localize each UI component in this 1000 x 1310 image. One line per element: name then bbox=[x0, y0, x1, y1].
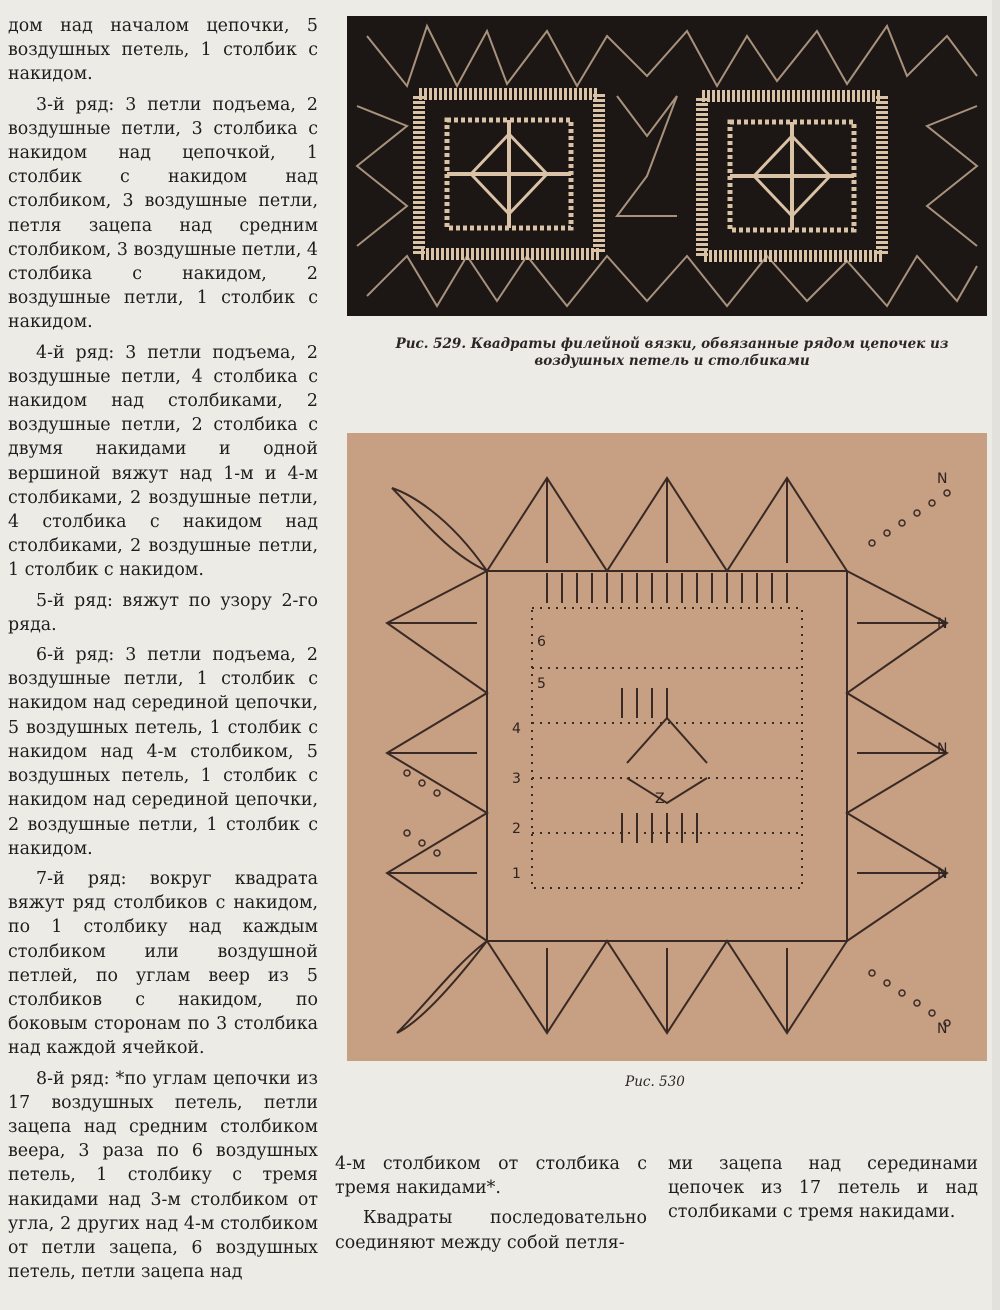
diagram-center-label: Z bbox=[655, 791, 665, 807]
diagram-corner-label: N bbox=[937, 741, 948, 757]
crochet-photo bbox=[347, 16, 987, 316]
diagram-row-label: 2 bbox=[512, 821, 521, 837]
paragraph: 3-й ряд: 3 петли подъема, 2 воздушные петли, 3 столбика с накидом над цепочкой, 1 столбик с накидом над столбиком, 3 воздушные петли, петля зацепа над средним столбиком, 3 воздушные петли, 4 столбика с накидом, 2 воздушные петли, 1 столбик с накидом. bbox=[8, 94, 318, 333]
paragraph: ми зацепа над серединами цепочек из 17 петель и над столбиками с тремя накидами. bbox=[668, 1154, 978, 1223]
diagram-row-label: 6 bbox=[537, 634, 546, 650]
paragraph: 4-й ряд: 3 петли подъема, 2 воздушные петли, 4 столбика с накидом над столбиками, 2 воздушные петли, 2 столбика с двумя накидами и одной вершиной вяжут над 1-м и 4-м столбиками, 2 воздушные петли, 4 столбика с накидом над столбиками, 2 воздушные петли, 1 столбик с накидом. bbox=[8, 342, 318, 581]
diagram-corner-label: N bbox=[937, 616, 948, 632]
figure-caption-530: Рис. 530 bbox=[625, 1074, 685, 1090]
crochet-diagram bbox=[347, 433, 987, 1061]
diagram-row-label: 3 bbox=[512, 771, 521, 787]
bottom-right-column bbox=[668, 1152, 978, 1225]
left-text-column bbox=[8, 14, 318, 1290]
page-edge bbox=[992, 0, 1000, 1310]
diagram-corner-label: N bbox=[937, 1021, 948, 1037]
diagram-corner-label: N bbox=[937, 471, 948, 487]
paragraph: 7-й ряд: вокруг квадрата вяжут ряд столбиков с накидом, по 1 столбику над каждым столбиком или воздушной петлей, по углам веер из 5 столбиков с накидом, по боковым сторонам по 3 столбика над каждой ячейкой. bbox=[8, 868, 318, 1059]
paragraph: дом над началом цепочки, 5 воздушных петель, 1 столбик с накидом. bbox=[8, 16, 318, 85]
paragraph: Квадраты последовательно соединяют между собой петля- bbox=[335, 1208, 647, 1253]
diagram-row-label: 5 bbox=[537, 676, 546, 692]
figure-caption-529: Рис. 529. Квадраты филейной вязки, обвязанные рядом цепочек из воздушных петель и столбиками bbox=[395, 336, 949, 369]
paragraph: 8-й ряд: *по углам цепочки из 17 воздушных петель, петли зацепа над средним столбиком веера, 3 раза по 6 воздушных петель, 1 столбику с тремя накидами над 3-м столбиком от угла, 2 других над 4-м столбиком от петли зацепа, 6 воздушных петель, петли зацепа над bbox=[8, 1068, 318, 1283]
diagram-row-label: 1 bbox=[512, 866, 521, 882]
paragraph: 6-й ряд: 3 петли подъема, 2 воздушные петли, 1 столбик с накидом над серединой цепочки, 5 воздушных петель, 1 столбик с накидом над 4-м столбиком, 5 воздушных петель, 1 столбик с накидом над серединой цепочки, 2 воздушные петли, 1 столбик с накидом. bbox=[8, 645, 318, 859]
bottom-middle-column bbox=[335, 1152, 647, 1255]
paragraph: 4-м столбиком от столбика с тремя накидами*. bbox=[335, 1154, 647, 1199]
diagram-corner-label: N bbox=[937, 866, 948, 882]
paragraph: 5-й ряд: вяжут по узору 2-го ряда. bbox=[8, 590, 318, 635]
diagram-row-label: 4 bbox=[512, 721, 521, 737]
